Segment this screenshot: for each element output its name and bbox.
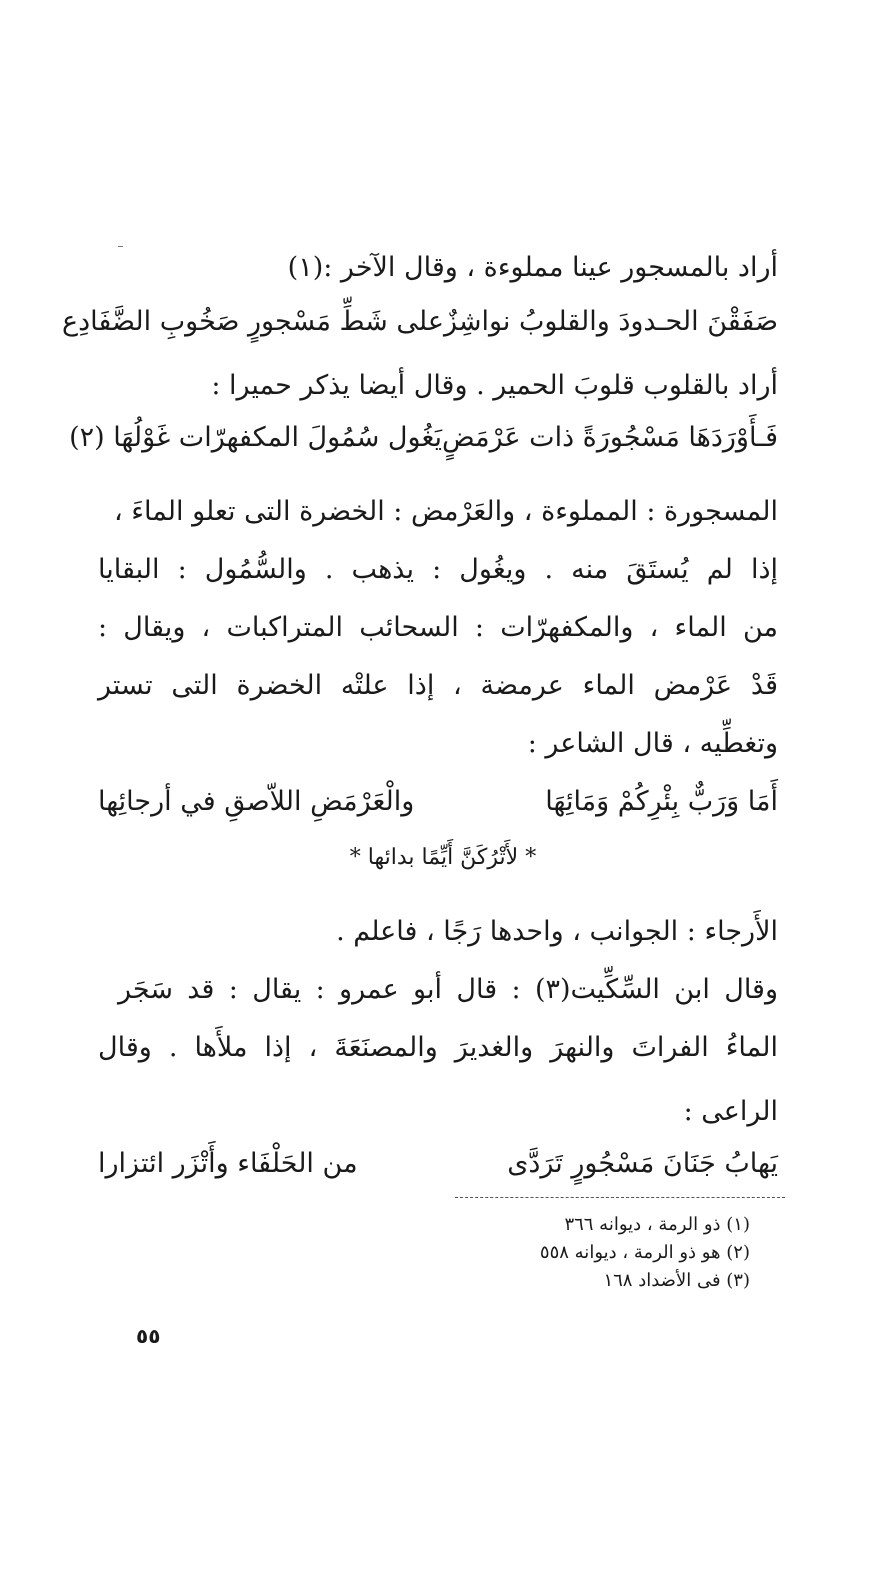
verse-4: [98, 1144, 778, 1184]
text-line-9: وقال ابن السِّكِّيت(٣) : قال أبو عمرو : يقال : قد سَجَر: [118, 974, 778, 1005]
verse-3: [98, 782, 778, 822]
footnote-3: (٣) فى الأضداد ١٦٨: [603, 1270, 750, 1291]
text-line-8: الأَرجاء : الجوانب ، واحدها رَجًا ، فاعلم .: [336, 916, 778, 947]
verse-2: [69, 418, 778, 458]
text-line-6: قَدْ عَرْمض الماء عرمضة ، إذا علتْه الخضرة التى تستر: [98, 670, 778, 701]
text-line-10: الماءُ الفراتَ والنهرَ والغديرَ والمصنَعَةَ ، إذا ملأَها . وقال: [98, 1032, 778, 1063]
footnote-1: (١) ذو الرمة ، ديوانه ٣٦٦: [564, 1214, 750, 1235]
text-line-1: أراد بالمسجور عينا مملوءة ، وقال الآخر :(١): [287, 252, 778, 283]
text-line-2: أراد بالقلوب قلوبَ الحمير . وقال أيضا يذكر حميرا :: [211, 370, 778, 401]
verse-4-first-hemistich: يَهابُ جَنَانَ مَسْجُورٍ تَرَدَّى: [507, 1148, 778, 1179]
verse-3-second-hemistich: والْعَرْمَضِ اللاّصقِ في أرجائِها: [98, 786, 415, 817]
page-number: ٥٥: [136, 1324, 161, 1348]
text-line-3: المسجورة : المملوءة ، والعَرْمض : الخضرة التى تعلو الماءَ ،: [113, 496, 778, 527]
text-line-7: وتغطِّيه ، قال الشاعر :: [527, 728, 778, 759]
verse-4-second-hemistich: من الحَلْفَاء وأَتْزَر ائتزارا: [98, 1148, 358, 1179]
verse-2-second-hemistich: يَغُول سُمُولَ المكفهرّات غَوْلُهَا (٢): [69, 422, 443, 453]
scan-speck: [118, 246, 123, 247]
centered-verse: * لأَتْرُكَنَّ أَيِّمًا بدائها *: [349, 845, 537, 870]
verse-3-first-hemistich: أَمَا وَرَبٌّ بِئْرِكُمْ وَمَائِهَا: [545, 786, 778, 817]
verse-2-first-hemistich: فَـأَوْرَدَهَا مَسْجُورَةً ذات عَرْمَضٍ: [442, 422, 778, 453]
verse-1-first-hemistich: صَفَقْنَ الحـدودَ والقلوبُ نواشِزٌ: [443, 306, 778, 337]
footnote-2: (٢) هو ذو الرمة ، ديوانه ٥٥٨: [539, 1242, 750, 1263]
text-line-4: إذا لم يُستَقَ منه . ويغُول : يذهب . والسُّمُول : البقايا: [98, 554, 778, 585]
text-line-11: الراعى :: [683, 1096, 778, 1127]
text-line-5: من الماء ، والمكفهرّات : السحائب المتراكبات ، ويقال :: [98, 612, 778, 643]
verse-1-second-hemistich: على شَطِّ مَسْجورٍ صَخُوبِ الضَّفَادِع: [61, 306, 444, 337]
verse-1: [61, 302, 778, 342]
footnote-separator: [455, 1197, 785, 1198]
